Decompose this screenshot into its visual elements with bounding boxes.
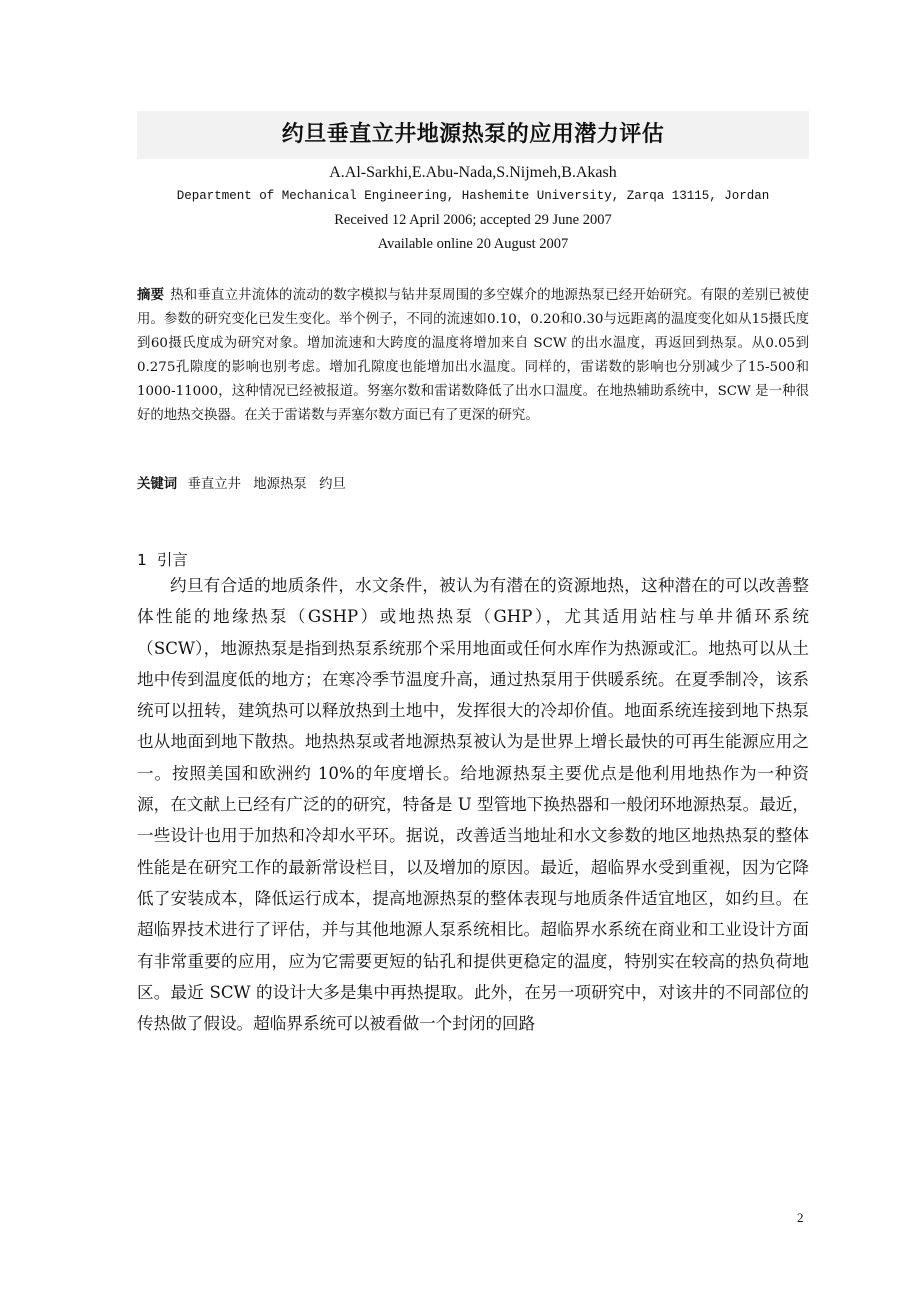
section-number: 1 <box>137 551 147 569</box>
keyword-item: 约旦 <box>319 477 346 492</box>
page-number: 2 <box>797 1210 804 1225</box>
abstract <box>137 284 809 428</box>
body-paragraph: 约旦有合适的地质条件，水文条件，被认为有潜在的资源地热，这种潜在的可以改善整体性能的地缘热泵（GSHP）或地热热泵（GHP），尤其适用站柱与单井循环系统（SCW），地源热泵是指到热泵系统那个采用地面或任何水库作为热源或汇。地热可以从土地中传到温度低的地方；在寒冷季节温度升高，通过热泵用于供暖系统。在夏季制冷，该系统可以扭转，建筑热可以释放热到土地中，发挥很大的冷却价值。地面系统连接到地下热泵也从地面到地下散热。地热热泵或者地源热泵被认为是世界上增长最快的可再生能源应用之一。按照美国和欧洲约 10%的年度增长。给地源热泵主要优点是他利用地热作为一种资源，在文献上已经有广泛的的研究，特备是 U 型管地下换热器和一般闭环地源热泵。最近，一些设计也用于加热和冷却水平环。据说，改善适当地址和水文参数的地区地热热泵的整体性能是在研究工作的最新常设栏目，以及增加的原因。最近，超临界水受到重视，因为它降低了安装成本，降低运行成本，提高地源热泵的整体表现与地质条件适宜地区，如约旦。在超临界技术进行了评估，并与其他地源人泵系统相比。超临界水系统在商业和工业设计方面有非常重要的应用，应为它需要更短的钻孔和提供更稳定的温度，特别实在较高的热负荷地区。最近 SCW 的设计大多是集中再热提取。此外，在另一项研究中，对该井的不同部位的传热做了假设。超临界系统可以被看做一个封闭的回路 <box>137 576 809 1034</box>
abstract-text: 热和垂直立井流体的流动的数字模拟与钻井泵周围的多空媒介的地源热泵已经开始研究。有限的差别已被使用。参数的研究变化已发生变化。举个例子，不同的流速如0.10，0.20和0.30与远距离的温度变化如从15摄氏度到60摄氏度成为研究对象。增加流速和大跨度的温度将增加来自 SCW 的出水温度，再返回到热泵。从0.05到0.275孔隙度的影响也别考虑。增加孔隙度也能增加出水温度。同样的，雷诺数的影响也分别减少了15-500和1000-11000，这种情况已经被报道。努塞尔数和雷诺数降低了出水口温度。在地热辅助系统中，SCW 是一种很好的地热交换器。在关于雷诺数与弄塞尔数方面已有了更深的研究。 <box>137 288 810 423</box>
keywords <box>137 474 809 496</box>
section-heading <box>137 548 188 572</box>
paper-title: 约旦垂直立井地源热泵的应用潜力评估 <box>281 122 665 147</box>
abstract-label: 摘要 <box>137 288 165 303</box>
affiliation: Department of Mechanical Engineering, Hashemite University, Zarqa 13115, Jordan <box>176 189 770 203</box>
keyword-item: 垂直立井 <box>187 477 241 492</box>
available-online-date: Available online 20 August 2007 <box>377 236 569 252</box>
section-title: 引言 <box>156 551 188 569</box>
keyword-item: 地源热泵 <box>253 477 307 492</box>
received-dates: Received 12 April 2006; accepted 29 June 2007 <box>334 212 612 228</box>
author-list: A.Al-Sarkhi,E.Abu-Nada,S.Nijmeh,B.Akash <box>329 164 617 181</box>
keywords-label: 关键词 <box>137 477 178 492</box>
